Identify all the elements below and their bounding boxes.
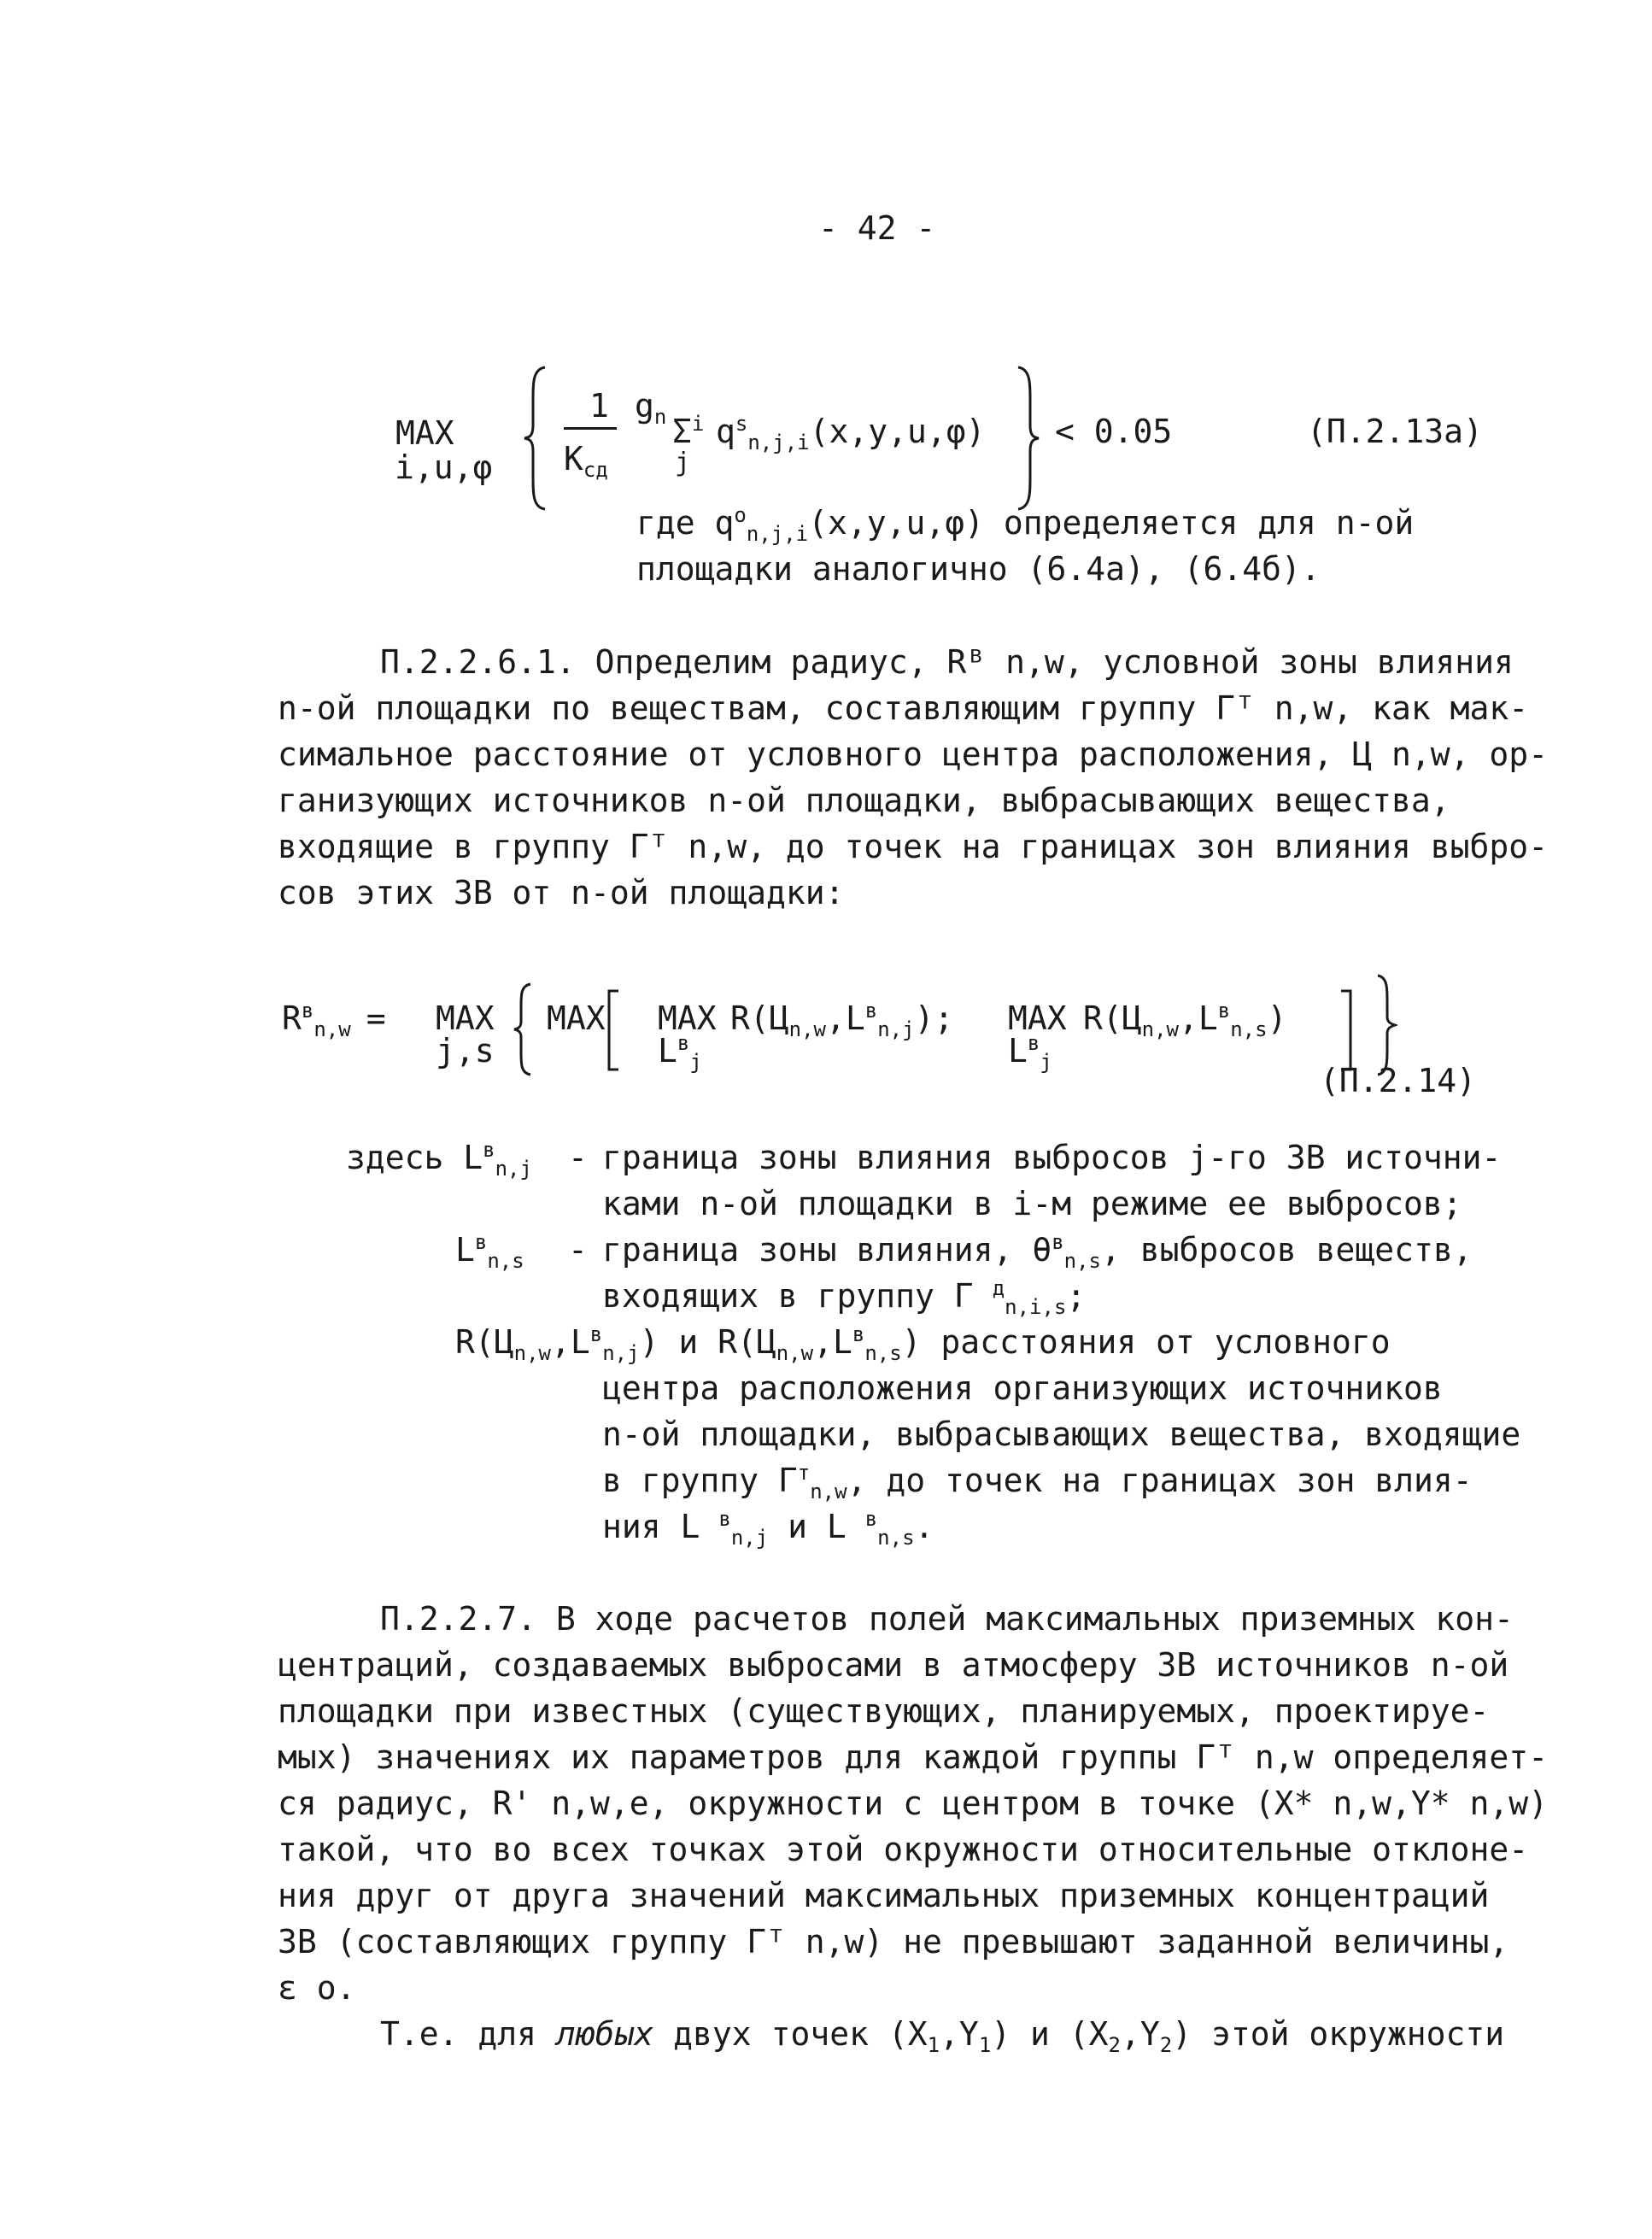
text-line: П.2.2.6.1. Определим радиус, Rᴮ n,w, условной зоны влияния [380,643,1514,681]
formula-14-inner-max: MAX [547,999,606,1037]
text-line: центраций, создаваемых выбросами в атмосферу ЗВ источников n-ой [278,1646,1509,1684]
left-brace-14 [513,982,533,1076]
where-line-2: площадки аналогично (6.4а), (6.4б). [636,550,1321,588]
text-line: ся радиус, R' n,w,e, окружности с центром в точке (X* n,w,Y* n,w) [278,1785,1549,1822]
formula-14-max2: MAX [1008,999,1067,1037]
fraction-numerator: 1 [589,387,609,425]
text-line: сов этих ЗВ от n-ой площадки: [278,874,845,911]
left-brace [523,366,548,511]
text-line: симальное расстояние от условного центра расположения, Ц n,w, ор- [278,736,1549,773]
def-3-text: центра расположения организующих источников n-ой площадки, выбрасывающих вещества, входящие в группу $Г^т_{n,w}$, до точек на границах зон влия- ния L $^в_{n,j}$ и L $^в_{n,s}$. [602,1369,1521,1550]
relation: < 0.05 [1055,413,1173,450]
last-line: Т.е. для любых двух точек $(X_1,Y_1)$ и $(X_2,Y_2)$ этой окружности [380,2015,1505,2057]
def-2-text: граница зоны влияния, $\theta^в_{n,s}$, выбросов веществ, входящих в группу Г $^д_{n,i,s}$; [602,1230,1473,1319]
fraction-bar [564,427,617,430]
text-line: ния друг от друга значений максимальных приземных концентраций [278,1877,1490,1914]
formula-label-14: (П.2.14) [1320,1062,1477,1099]
page-number: - 42 - [818,209,936,247]
paragraph-6-1 [278,639,1549,916]
formula-14-max1-sub: $L^в_j$ [658,1031,702,1074]
formula-14-max-sub: j,s [436,1032,495,1070]
sigma-subscript: j [675,448,691,478]
right-brace [1015,366,1040,511]
fraction-denominator: $K_{сд}$ [564,440,608,482]
where-13a [636,500,1461,592]
def-1-dash: - [568,1139,588,1176]
formula-14-max: MAX [436,999,495,1037]
text-line: ε o. [278,1969,356,2007]
formula-14-max2-sub: $L^в_j$ [1008,1031,1052,1074]
text-line: П.2.2.7. В ходе расчетов полей максимальных приземных кон- [380,1600,1514,1638]
text-line: мых) значениях их параметров для каждой группы Гᵀ n,w определяет- [278,1738,1549,1776]
formula-14-term1: $R(Ц_{n,w},L^в_{n,j})$; [730,999,954,1041]
sigma-term: $\Sigma^i$ [672,412,705,450]
text-line: входящие в группу Гᵀ n,w, до точек на границах зон влияния выбро- [278,828,1549,865]
q-term: $q^s_{n,j,i}(x,y,u,\varphi)$ [716,412,986,454]
paragraph-7 [278,1596,1549,2011]
def-1-head: здесь $L^в_{n,j}$ [346,1138,532,1181]
text-line: площадки при известных (существующих, планируемых, проектируе- [278,1692,1490,1730]
formula-14-term2: $R(Ц_{n,w},L^в_{n,s})$ [1083,999,1287,1041]
left-bracket-14 [606,989,620,1071]
text-line: ЗВ (составляющих группу Гᵀ n,w) не превышают заданной величины, [278,1923,1509,1961]
where-line-1: где $q^o_{n,j,i}(x,y,u,\varphi)$ определяется для n-ой [636,503,1415,546]
formula-label-13a: (П.2.13а) [1307,413,1483,450]
def-2-head: $L^в_{n,s}$ [455,1230,524,1273]
def-3-head: $R(Ц_{n,w},L^в_{n,j})$ и $R(Ц_{n,w},L^в_{n,s})$ расстояния от условного [455,1322,1391,1365]
text-line: n-ой площадки по веществам, составляющим группу Гᵀ n,w, как мак- [278,689,1529,727]
formula-14-lhs: $R^в_{n,w}$ = [282,999,386,1041]
def-1-text: граница зоны влияния выбросов j-го ЗВ источни- ками n-ой площадки в i-м режиме ее выбросов; [602,1139,1502,1222]
text-line: ганизующих источников n-ой площадки, выбрасывающих вещества, [278,782,1450,819]
text-line: такой, что во всех точках этой окружности относительные отклоне- [278,1831,1529,1868]
max-operator: MAX [395,414,454,452]
max-subscript: i,u,φ [395,448,493,486]
formula-14-max1: MAX [658,999,717,1037]
g-term: $g_n$ [635,387,667,429]
def-2-dash: - [568,1231,588,1269]
